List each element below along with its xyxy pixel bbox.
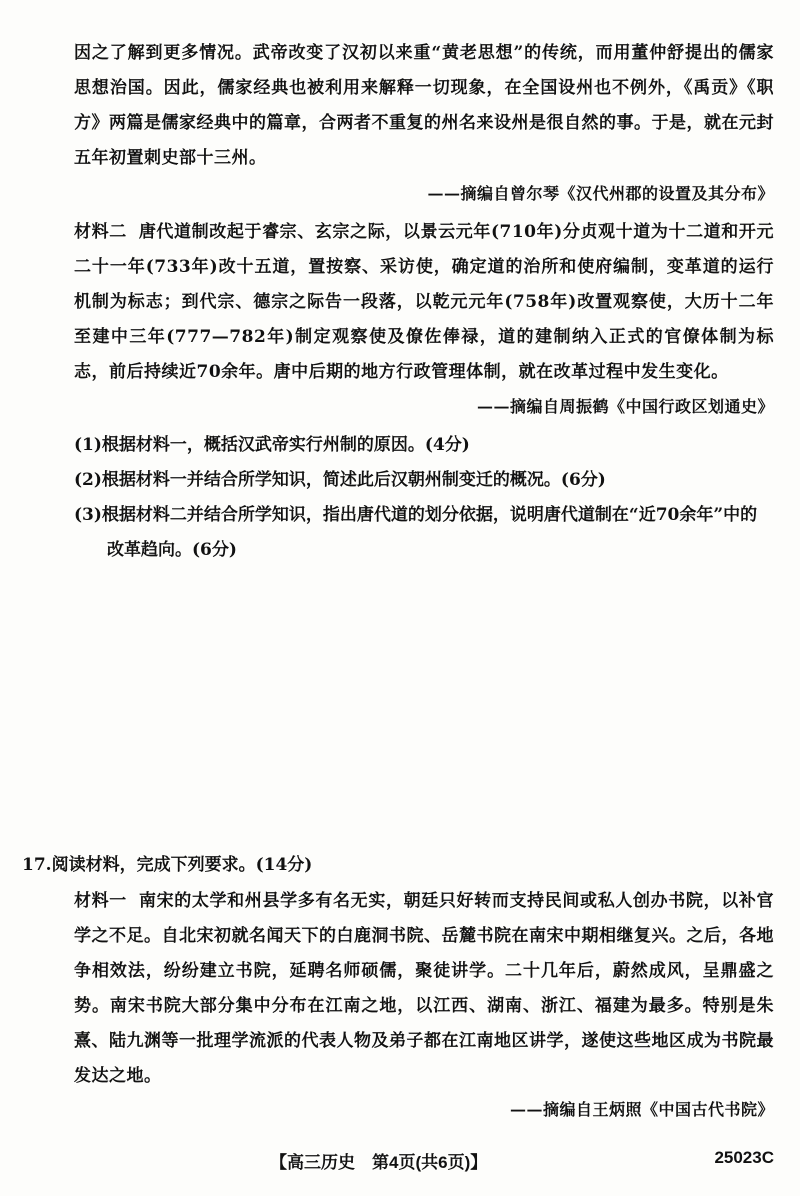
question16-item-2: [74, 463, 774, 498]
q17-material1-paragraph: [74, 884, 774, 1094]
question16-item-1-text: (1)根据材料一，概括汉武帝实行州制的原因。(4分): [74, 435, 470, 455]
footer-exam-code: 25023C: [714, 1148, 774, 1167]
material1-continuation: [74, 36, 774, 176]
material2-paragraph: [74, 215, 774, 390]
question16-item-1: [74, 428, 774, 463]
footer-page-title: 【高三历史 第4页(共6页)】: [270, 1153, 488, 1172]
question17-title: 17.阅读材料，完成下列要求。(14分): [22, 855, 313, 875]
q17-material1-label: 材料一: [74, 891, 127, 911]
material2-label: 材料二: [74, 222, 127, 242]
question16-item-3-continuation: 改革趋向。(6分): [107, 540, 237, 560]
q17-material1-text: 南宋的太学和州县学多有名无实，朝廷只好转而支持民间或私人创办书院，以补官学之不足。自北宋初就名闻天下的白鹿洞书院、岳麓书院在南宋中期相继复兴。之后，各地争相效法，纷纷建立书院，延聘名师硕儒，聚徒讲学。二十几年后，蔚然成风，呈鼎盛之势。南宋书院大部分集中分布在江南之地，以江西、湖南、浙江、福建为最多。特别是朱熹、陆九渊等一批理学流派的代表人物及弟子都在江南地区讲学，遂使这些地区成为书院最发达之地。: [74, 891, 775, 1086]
material1-continuation-text: 因之了解到更多情况。武帝改变了汉初以来重“黄老思想”的传统，而用董仲舒提出的儒家思想治国。因此，儒家经典也被利用来解释一切现象，在全国设州也不例外，《禹贡》《职方》两篇是儒家经典中的篇章，合两者不重复的州名来设州是很自然的事。于是，就在元封五年初置刺史部十三州。: [74, 43, 774, 168]
material2-source: ——摘编自周振鹤《中国行政区划通史》: [476, 397, 774, 416]
q17-material1-source: ——摘编自王炳照《中国古代书院》: [509, 1100, 774, 1119]
question16-item-2-text: (2)根据材料一并结合所学知识，简述此后汉朝州制变迁的概况。(6分): [74, 470, 606, 490]
page-footer: [0, 1148, 800, 1178]
question16-item-3-text: (3)根据材料二并结合所学知识，指出唐代道的划分依据，说明唐代道制在“近70余年”中的: [74, 505, 758, 525]
question16-item-3: [74, 498, 774, 568]
material1-source: ——摘编自曾尔琴《汉代州郡的设置及其分布》: [427, 184, 774, 203]
question16-list: [74, 428, 774, 568]
material2-text: 唐代道制改起于睿宗、玄宗之际，以景云元年(710年)分贞观十道为十二道和开元二十一年(733年)改十五道，置按察、采访使，确定道的治所和使府编制，变革道的运行机制为标志；到代宗、德宗之际告一段落，以乾元元年(758年)改置观察使，大历十二年至建中三年(777—782年)制定观察使及僚佐俸禄，道的建制纳入正式的官僚体制为标志，前后持续近70余年。唐中后期的地方行政管理体制，就在改革过程中发生变化。: [74, 222, 775, 382]
